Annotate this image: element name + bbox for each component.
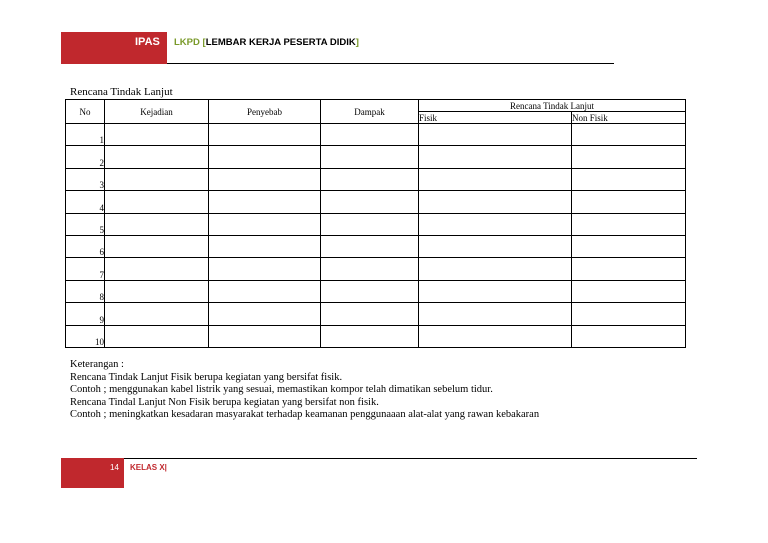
cell-fisik[interactable] [419, 303, 572, 325]
cell-fisik[interactable] [419, 191, 572, 213]
footer-rule [124, 458, 697, 459]
cell-penyebab[interactable] [209, 235, 321, 257]
cell-fisik[interactable] [419, 146, 572, 168]
table-row [66, 325, 686, 347]
cell-kejadian[interactable] [105, 191, 209, 213]
cell-fisik[interactable] [419, 280, 572, 302]
header-title [174, 37, 359, 48]
col-header-kejadian: Kejadian [105, 100, 209, 124]
bracket-close: ] [355, 37, 359, 48]
cell-non-fisik[interactable] [572, 258, 686, 280]
cell-fisik[interactable] [419, 168, 572, 190]
cell-non-fisik[interactable] [572, 213, 686, 235]
col-header-dampak: Dampak [321, 100, 419, 124]
cell-penyebab[interactable] [209, 124, 321, 146]
row-number: 4 [66, 191, 105, 213]
row-number: 5 [66, 213, 105, 235]
header-main-title: LEMBAR KERJA PESERTA DIDIK [205, 37, 356, 48]
col-header-non-fisik: Non Fisik [572, 112, 686, 124]
cell-dampak[interactable] [321, 258, 419, 280]
cell-kejadian[interactable] [105, 124, 209, 146]
cell-penyebab[interactable] [209, 258, 321, 280]
rencana-table [65, 99, 686, 348]
cell-dampak[interactable] [321, 191, 419, 213]
table-row [66, 146, 686, 168]
lkpd-label: LKPD [174, 37, 200, 48]
cell-kejadian[interactable] [105, 325, 209, 347]
table-row [66, 303, 686, 325]
cell-non-fisik[interactable] [572, 280, 686, 302]
col-header-penyebab: Penyebab [209, 100, 321, 124]
row-number: 6 [66, 235, 105, 257]
note-line: Rencana Tindak Lanjut Fisik berupa kegiatan yang bersifat fisik. [70, 371, 343, 383]
note-line: Contoh ; meningkatkan kesadaran masyarakat terhadap keamanan penggunaaan alat-alat yang rawan kebakaran [70, 409, 540, 421]
subject-label: IPAS [135, 36, 160, 48]
section-title: Rencana Tindak Lanjut [70, 86, 173, 98]
cell-fisik[interactable] [419, 258, 572, 280]
cell-kejadian[interactable] [105, 258, 209, 280]
cell-kejadian[interactable] [105, 280, 209, 302]
cell-penyebab[interactable] [209, 191, 321, 213]
cell-penyebab[interactable] [209, 168, 321, 190]
cell-kejadian[interactable] [105, 303, 209, 325]
cell-fisik[interactable] [419, 213, 572, 235]
cell-penyebab[interactable] [209, 213, 321, 235]
bracket-open: [ [202, 37, 206, 48]
cell-dampak[interactable] [321, 146, 419, 168]
cell-kejadian[interactable] [105, 235, 209, 257]
cell-non-fisik[interactable] [572, 325, 686, 347]
table-row [66, 280, 686, 302]
row-number: 10 [66, 325, 105, 347]
cell-non-fisik[interactable] [572, 168, 686, 190]
row-number: 2 [66, 146, 105, 168]
page-number: 14 [110, 463, 119, 472]
cell-dampak[interactable] [321, 325, 419, 347]
note-line: Rencana Tindal Lanjut Non Fisik berupa kegiatan yang bersifat non fisik. [70, 396, 379, 408]
row-number: 8 [66, 280, 105, 302]
cell-fisik[interactable] [419, 235, 572, 257]
cell-dampak[interactable] [321, 235, 419, 257]
notes-heading: Keterangan : [70, 359, 124, 370]
cell-kejadian[interactable] [105, 168, 209, 190]
row-number: 7 [66, 258, 105, 280]
cell-penyebab[interactable] [209, 303, 321, 325]
cell-penyebab[interactable] [209, 280, 321, 302]
cell-dampak[interactable] [321, 213, 419, 235]
cell-fisik[interactable] [419, 124, 572, 146]
cell-non-fisik[interactable] [572, 124, 686, 146]
table-row [66, 235, 686, 257]
class-label: KELAS X| [130, 463, 167, 472]
col-header-no: No [66, 100, 105, 124]
notes-block [70, 359, 539, 422]
table-row [66, 124, 686, 146]
cell-non-fisik[interactable] [572, 235, 686, 257]
row-number: 9 [66, 303, 105, 325]
cell-non-fisik[interactable] [572, 191, 686, 213]
cell-penyebab[interactable] [209, 325, 321, 347]
cell-dampak[interactable] [321, 124, 419, 146]
table-row [66, 191, 686, 213]
cell-dampak[interactable] [321, 280, 419, 302]
table-row [66, 168, 686, 190]
cell-fisik[interactable] [419, 325, 572, 347]
cell-non-fisik[interactable] [572, 303, 686, 325]
cell-dampak[interactable] [321, 303, 419, 325]
cell-dampak[interactable] [321, 168, 419, 190]
col-header-rencana-group: Rencana Tindak Lanjut [419, 100, 686, 112]
row-number: 1 [66, 124, 105, 146]
cell-kejadian[interactable] [105, 146, 209, 168]
note-line: Contoh ; menggunakan kabel listrik yang sesuai, memastikan kompor telah dimatikan sebelum tidur. [70, 384, 493, 396]
table-row [66, 258, 686, 280]
header-rule [167, 63, 614, 64]
row-number: 3 [66, 168, 105, 190]
cell-non-fisik[interactable] [572, 146, 686, 168]
table-row [66, 213, 686, 235]
col-header-fisik: Fisik [419, 112, 572, 124]
cell-kejadian[interactable] [105, 213, 209, 235]
cell-penyebab[interactable] [209, 146, 321, 168]
